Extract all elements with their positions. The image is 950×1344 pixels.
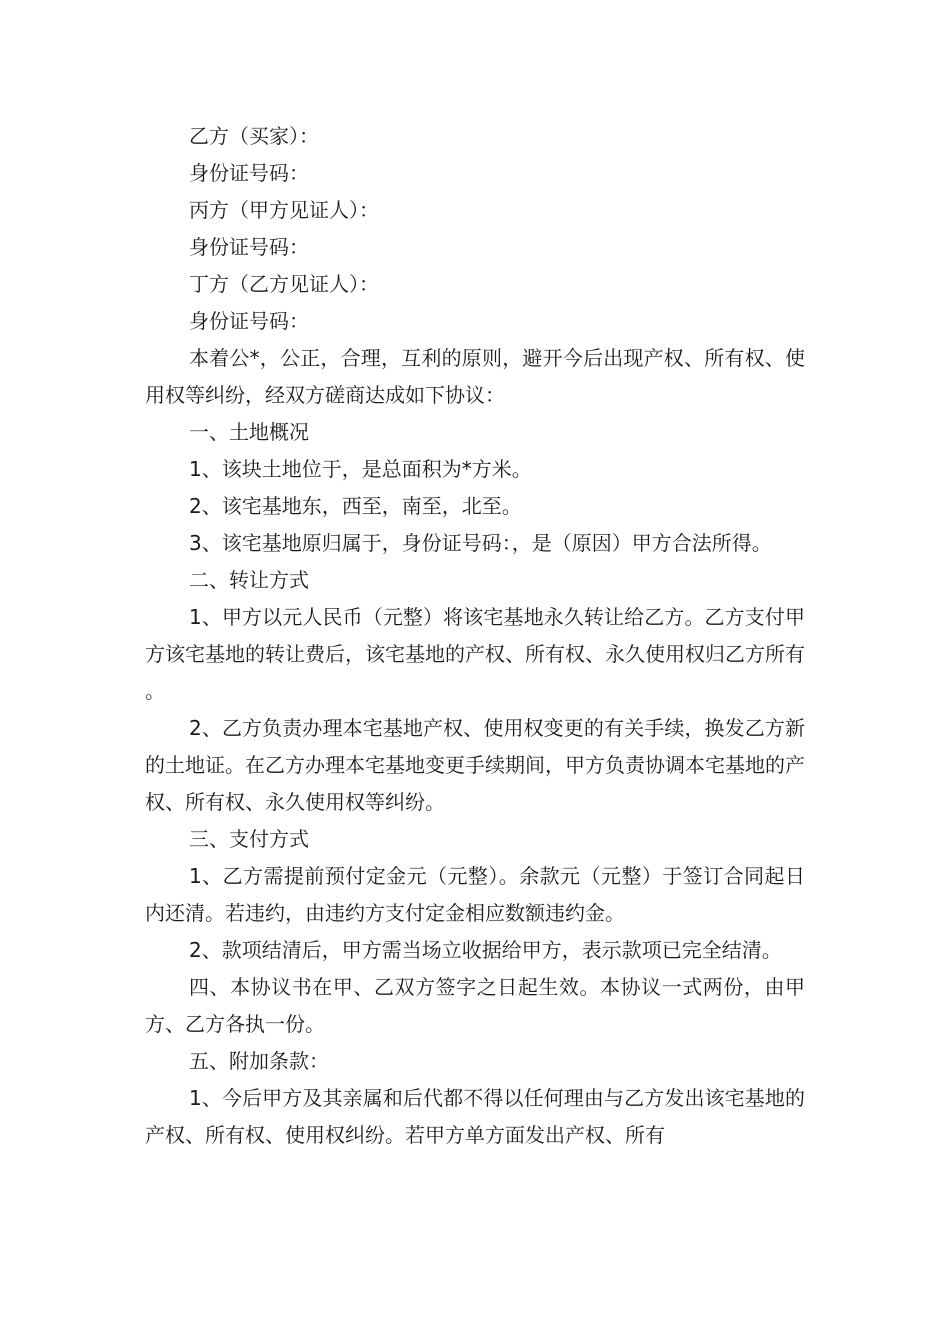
clause-5-1: 1、今后甲方及其亲属和后代都不得以任何理由与乙方发出该宅基地的产权、所有权、使用权纠纷。若甲方单方面发出产权、所有 [145,1086,805,1147]
party-c-witness: 丙方（甲方见证人）： [189,198,379,222]
party-d-witness: 丁方（乙方见证人）： [189,272,379,296]
section-heading-transfer-method: 二、转让方式 [189,568,309,592]
clause-2-1: 1、甲方以元人民币（元整）将该宅基地永久转让给乙方。乙方支付甲方该宅基地的转让费后，该宅基地的产权、所有权、永久使用权归乙方所有。 [145,605,805,703]
section-heading-land-overview: 一、土地概况 [189,420,309,444]
section-heading-payment-method: 三、支付方式 [189,827,309,851]
clause-3-2: 2、款项结清后，甲方需当场立收据给甲方，表示款项已完全结清。 [189,938,782,962]
party-c-id-number: 身份证号码： [189,235,309,259]
party-b-id-number: 身份证号码： [189,161,309,185]
party-b-buyer: 乙方（买家）： [189,124,319,148]
section-heading-additional-terms: 五、附加条款： [189,1049,329,1073]
clause-3-1: 1、乙方需提前预付定金元（元整）。余款元（元整）于签订合同起日内还清。若违约，由违约方支付定金相应数额违约金。 [145,864,805,925]
clause-1-2: 2、该宅基地东，西至，南至，北至。 [189,494,522,518]
document-body [145,118,805,1154]
section-effective-date: 四、本协议书在甲、乙双方签字之日起生效。本协议一式两份，由甲方、乙方各执一份。 [145,975,805,1036]
clause-1-3: 3、该宅基地原归属于，身份证号码：，是（原因）甲方合法所得。 [189,531,772,555]
party-d-id-number: 身份证号码： [189,309,309,333]
clause-2-2: 2、乙方负责办理本宅基地产权、使用权变更的有关手续，换发乙方新的土地证。在乙方办理本宅基地变更手续期间，甲方负责协调本宅基地的产权、所有权、永久使用权等纠纷。 [145,716,805,814]
preamble-paragraph: 本着公*，公正，合理，互利的原则，避开今后出现产权、所有权、使用权等纠纷，经双方磋商达成如下协议： [145,346,805,407]
clause-1-1: 1、该块土地位于，是总面积为*方米。 [189,457,532,481]
